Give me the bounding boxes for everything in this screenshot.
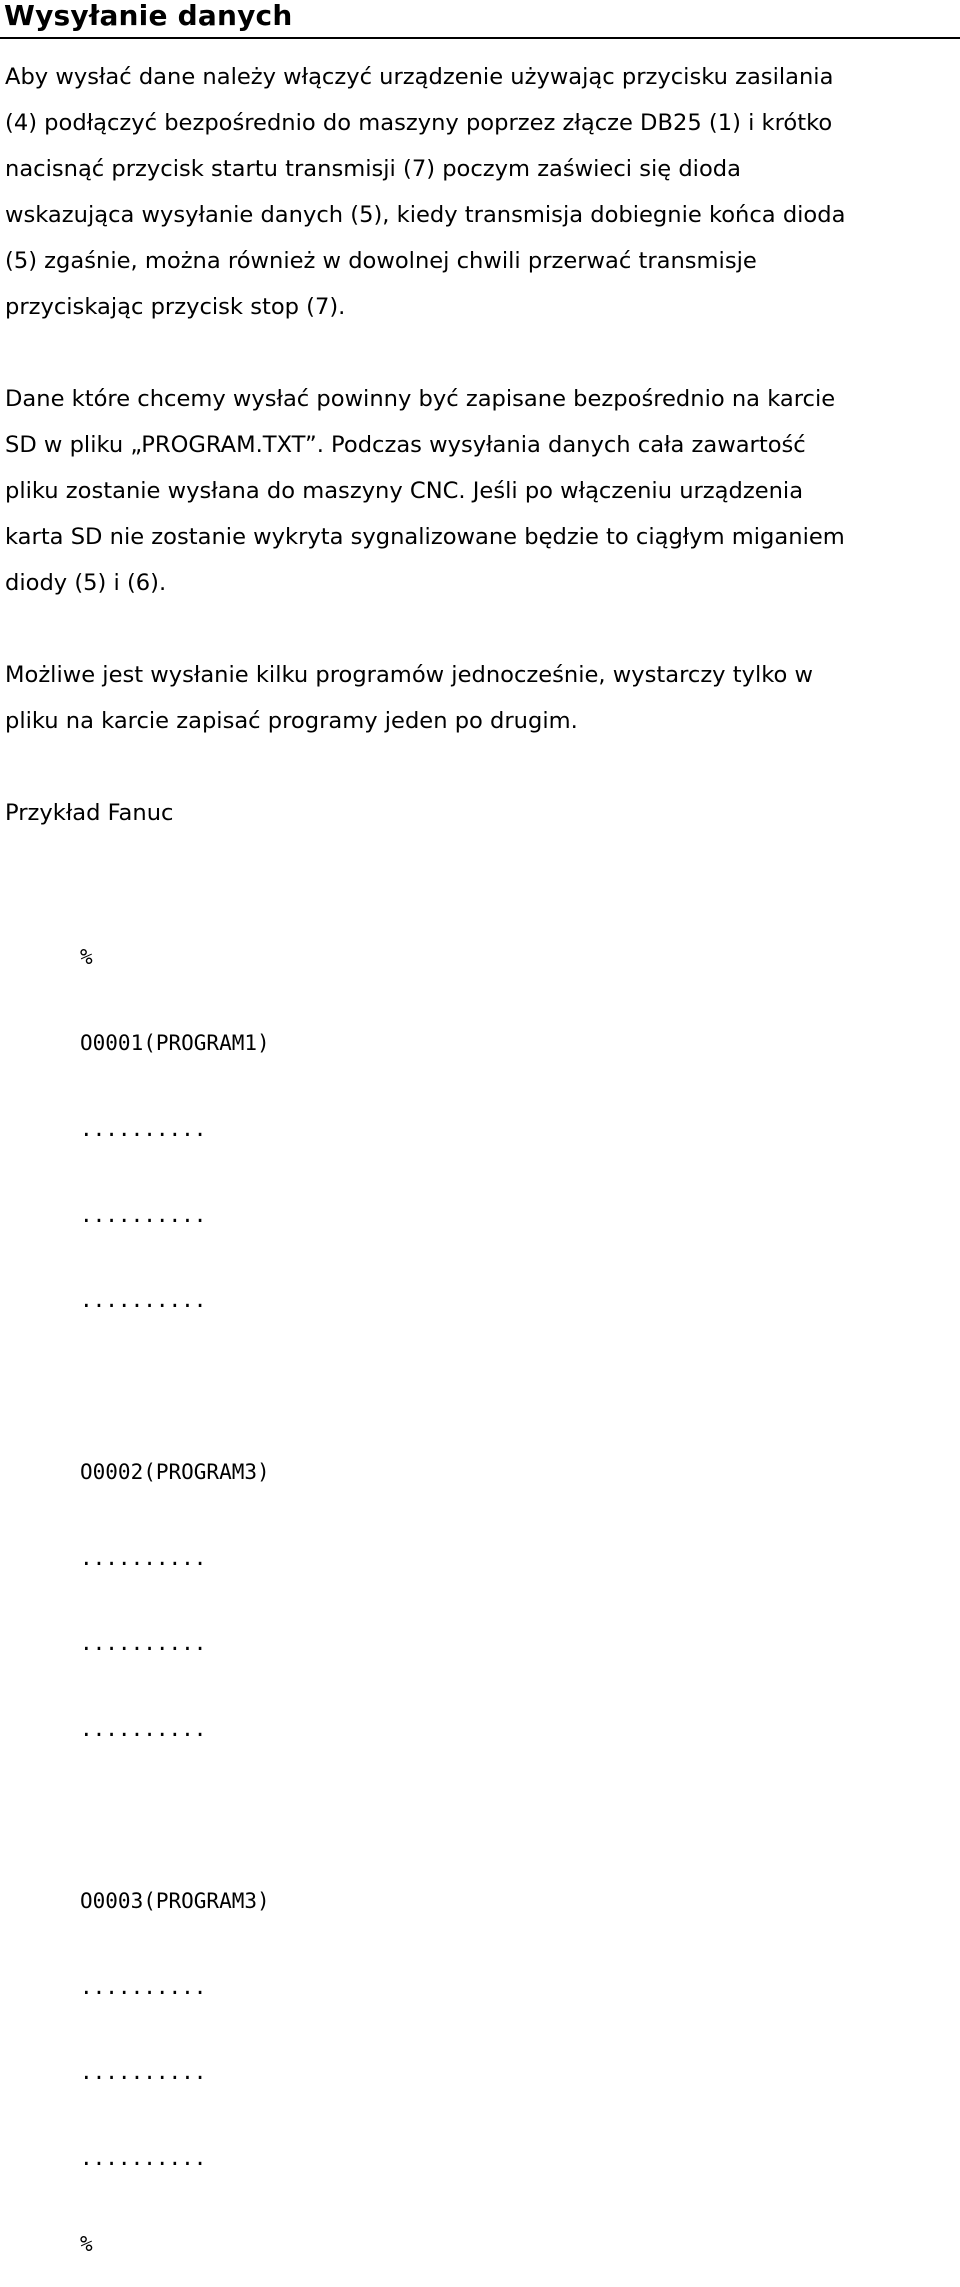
text-line: pliku zostanie wysłana do maszyny CNC. Jeśli po włączeniu urządzenia xyxy=(5,478,804,504)
code-line xyxy=(80,1801,270,1830)
code-line: .......... xyxy=(80,1116,207,1141)
example-heading xyxy=(5,790,955,836)
code-line: O0002(PROGRAM3) xyxy=(80,1459,270,1484)
code-line: O0001(PROGRAM1) xyxy=(80,1030,270,1055)
text-line: (4) podłączyć bezpośrednio do maszyny poprzez złącze DB25 (1) i krótko xyxy=(5,110,833,136)
code-line: .......... xyxy=(80,1717,207,1742)
code-line: .......... xyxy=(80,2146,207,2171)
code-line: % xyxy=(80,945,93,970)
text-line: nacisnąć przycisk startu transmisji (7) poczym zaświeci się dioda xyxy=(5,156,741,182)
code-line: % xyxy=(80,2231,93,2256)
code-line: .......... xyxy=(80,1545,207,1570)
page-title: Wysyłanie danych xyxy=(4,0,293,32)
text-line: SD w pliku „PROGRAM.TXT”. Podczas wysyłania danych cała zawartość xyxy=(5,432,806,458)
text-line: pliku na karcie zapisać programy jeden po drugim. xyxy=(5,708,578,734)
paragraph-sd-card xyxy=(5,376,955,606)
code-example xyxy=(80,886,270,2287)
text-line: Aby wysłać dane należy włączyć urządzenie używając przycisku zasilania xyxy=(5,64,834,90)
text-line: Przykład Fanuc xyxy=(5,800,174,826)
text-line: karta SD nie zostanie wykryta sygnalizowane będzie to ciągłym miganiem xyxy=(5,524,845,550)
text-line: diody (5) i (6). xyxy=(5,570,167,596)
paragraph-multiple-programs xyxy=(5,652,955,744)
text-line: Możliwe jest wysłanie kilku programów jednocześnie, wystarczy tylko w xyxy=(5,662,814,688)
code-line: .......... xyxy=(80,1288,207,1313)
title-divider xyxy=(0,37,960,39)
text-line: przyciskając przycisk stop (7). xyxy=(5,294,346,320)
code-line: .......... xyxy=(80,1974,207,1999)
code-line: .......... xyxy=(80,1631,207,1656)
paragraph-sending-instructions xyxy=(5,54,955,330)
text-line: (5) zgaśnie, można również w dowolnej chwili przerwać transmisje xyxy=(5,248,757,274)
text-line: Dane które chcemy wysłać powinny być zapisane bezpośrednio na karcie xyxy=(5,386,836,412)
code-line: O0003(PROGRAM3) xyxy=(80,1888,270,1913)
code-line xyxy=(80,1372,270,1401)
code-line: .......... xyxy=(80,1202,207,1227)
code-line: .......... xyxy=(80,2060,207,2085)
text-line: wskazująca wysyłanie danych (5), kiedy transmisja dobiegnie końca dioda xyxy=(5,202,846,228)
